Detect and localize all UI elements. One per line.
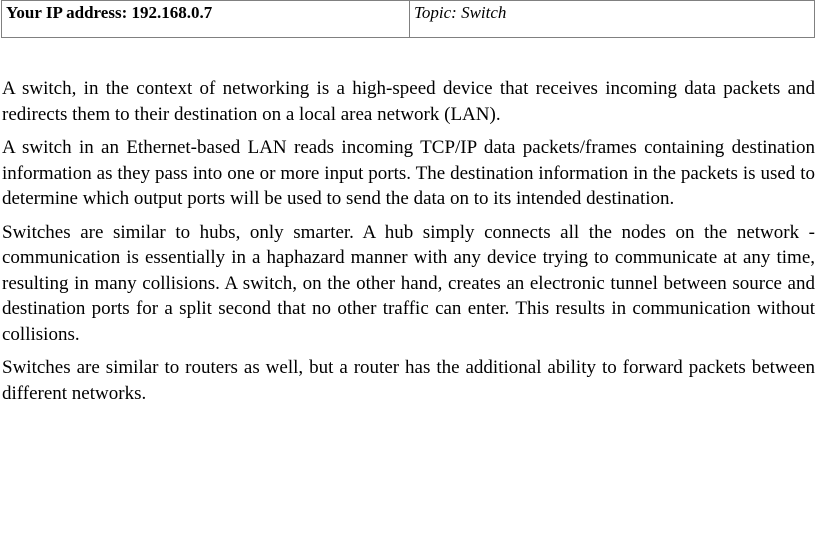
- paragraph-hubs-comparison: Switches are similar to hubs, only smarter. A hub simply connects all the nodes on the network - communication is essentially in a haphazard manner with any device trying to communicate at any time, resulting in many collisions. A switch, on the other hand, creates an electronic tunnel between source and destination ports for a split second that no other traffic can enter. This results in communication without collisions.: [2, 221, 815, 345]
- paragraph-routers-comparison: Switches are similar to routers as well, but a router has the additional ability to forward packets between different networks.: [2, 357, 815, 404]
- ip-address-cell: Your IP address: 192.168.0.7: [2, 1, 410, 38]
- header-table: [1, 0, 815, 38]
- paragraph-intro: A switch, in the context of networking is a high-speed device that receives incoming data packets and redirects them to their destination on a local area network (LAN).: [2, 78, 815, 125]
- article-body: [2, 76, 815, 414]
- header-row: [2, 1, 815, 38]
- topic-cell: Topic: Switch: [410, 1, 815, 38]
- paragraph-ethernet-switch: A switch in an Ethernet-based LAN reads incoming TCP/IP data packets/frames containing destination information as they pass into one or more input ports. The destination information in the packets is used to determine which output ports will be used to send the data on to its intended destination.: [2, 137, 815, 209]
